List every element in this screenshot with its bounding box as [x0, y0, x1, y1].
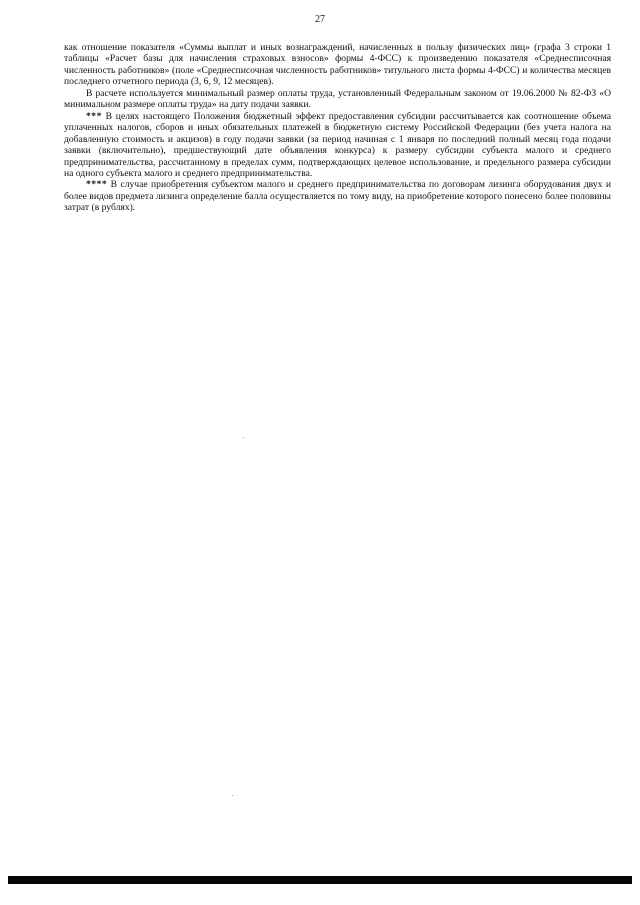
paragraph-average-salary-formula	[64, 42, 611, 88]
footnote-marker: ***	[86, 110, 102, 122]
scan-border-bar	[8, 876, 632, 884]
document-body	[64, 42, 611, 214]
scan-speck	[243, 437, 244, 438]
paragraph-text: как отношение показателя «Суммы выплат и иных вознаграждений, начисленных в пользу физических лиц» (графа 3 строки 1 таблицы «Расчет базы для начисления страховых взносов» формы 4-ФСС) к произведению показателя «Среднесписочная численность работников» (поле «Среднесписочная численность работников» титульного листа формы 4-ФСС) и количества месяцев последнего отчетного периода (3, 6, 9, 12 месяцев).	[64, 42, 611, 88]
footnote-leasing	[64, 179, 611, 213]
paragraph-minimum-wage	[64, 88, 611, 111]
page-number: 27	[315, 14, 325, 25]
footnote-budget-effect	[64, 111, 611, 180]
paragraph-text: В случае приобретения субъектом малого и среднего предпринимательства по договорам лизинга оборудования двух и более видов предмета лизинга определение балла осуществляется по тому виду, на приобретение которого понесено более половины затрат (в рублях).	[64, 179, 611, 214]
footnote-marker: ****	[86, 179, 108, 191]
paragraph-text: В целях настоящего Положения бюджетный эффект предоставления субсидии рассчитывается как соотношение объема уплаченных налогов, сборов и иных обязательных платежей в бюджетную систему Российской Федерации (без учета налога на добавленную стоимость и акцизов) в году подачи заявки (за период начиная с 1 января по последний полный месяц года подачи заявки (включительно), предшествующий дате объявления конкурса) к размеру субсидии субъекта малого и среднего предпринимательства, рассчитанному в пределах сумм, подтверждающих целевое использование, и предельного размера субсидии на одного субъекта малого и среднего предпринимательства.	[64, 110, 611, 179]
scan-speck	[232, 795, 233, 796]
paragraph-text: В расчете используется минимальный размер оплаты труда, установленный Федеральным законом от 19.06.2000 № 82-ФЗ «О минимальном размере оплаты труда» на дату подачи заявки.	[64, 87, 611, 111]
